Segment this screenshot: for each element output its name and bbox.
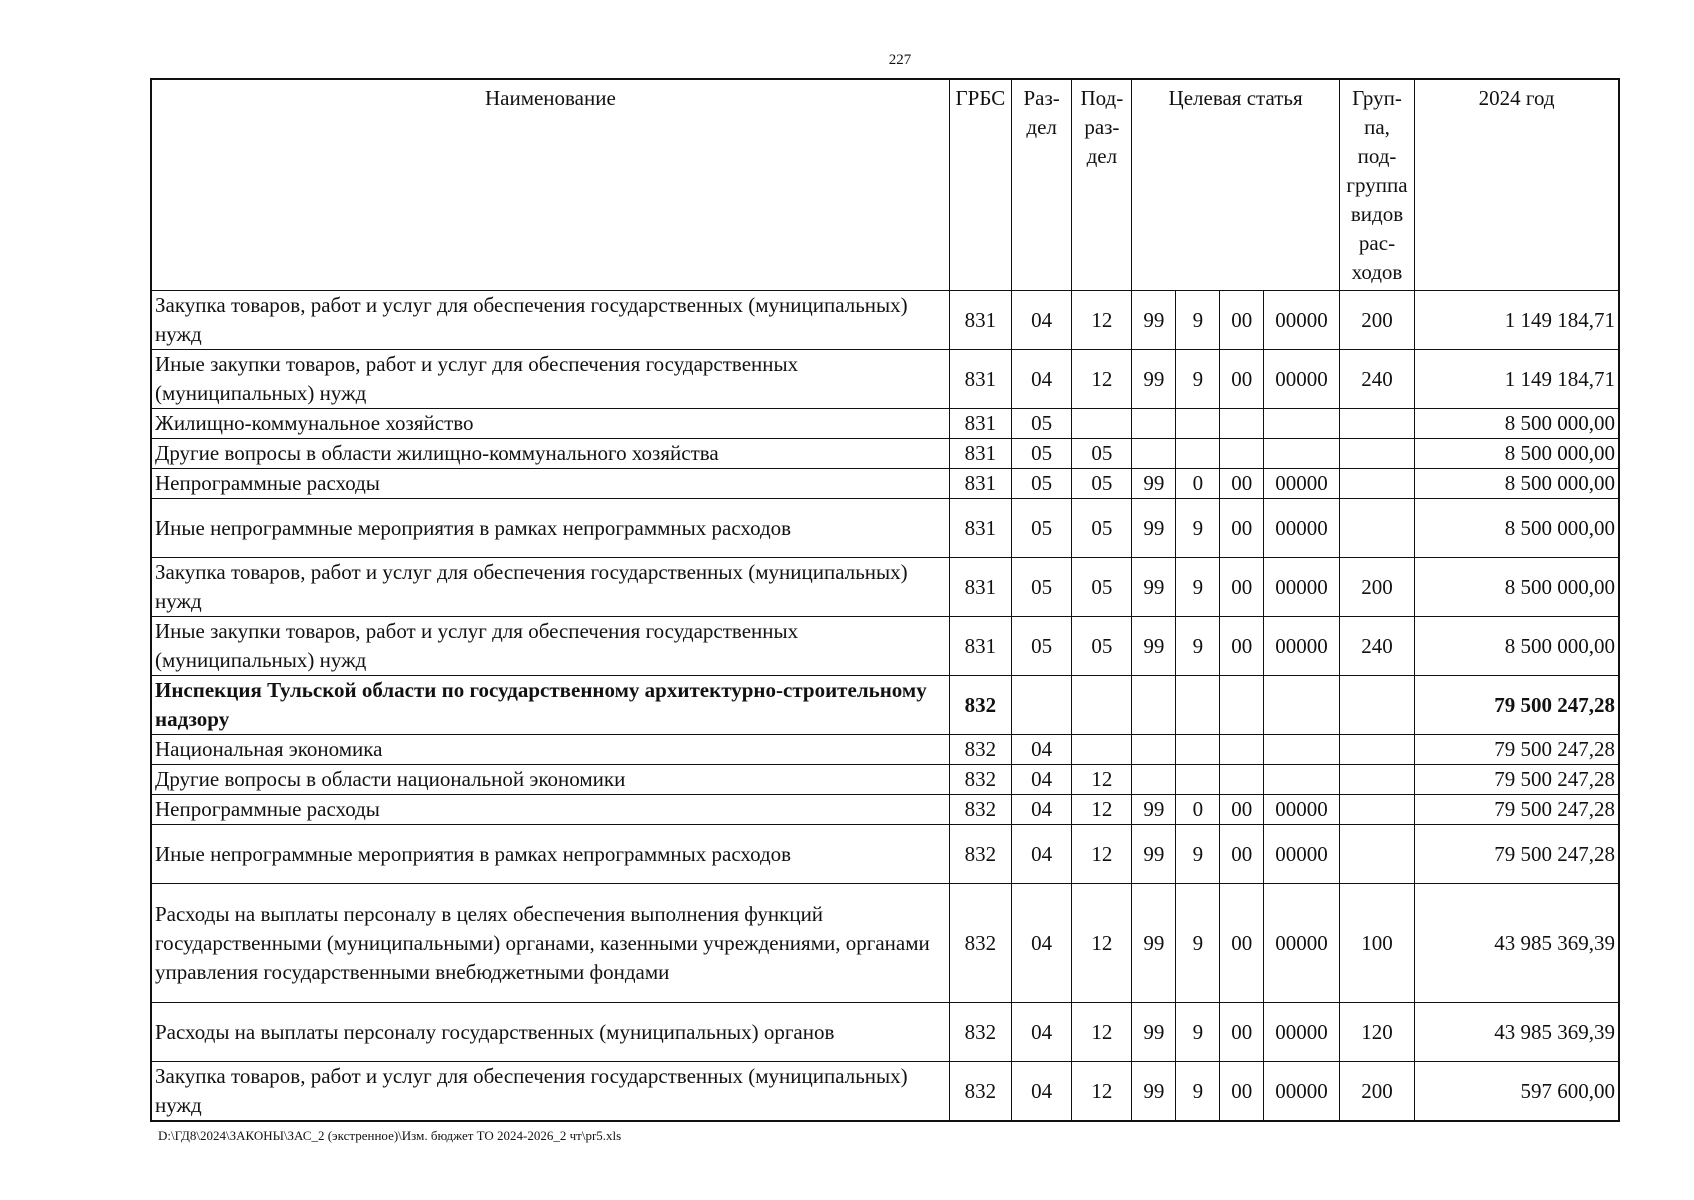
row-razdel-cell: 05 [1012, 617, 1072, 676]
page-number: 227 [888, 52, 912, 68]
row-target-part3-cell: 00 [1220, 617, 1264, 676]
row-target-part4-cell [1264, 735, 1340, 765]
row-target-part2-cell: 9 [1176, 1003, 1220, 1062]
row-target-part3-cell: 00 [1220, 1062, 1264, 1122]
row-grbs-cell: 832 [949, 676, 1011, 735]
table-body [151, 291, 1619, 1122]
row-podrazdel-cell: 12 [1072, 1062, 1132, 1122]
row-target-part1-cell: 99 [1132, 469, 1176, 499]
row-amount-cell: 43 985 369,39 [1415, 884, 1619, 1003]
row-name-cell: Инспекция Тульской области по государственному архитектурно-строительному надзору [151, 676, 949, 735]
row-razdel-cell: 04 [1012, 350, 1072, 409]
row-name-cell: Иные непрограммные мероприятия в рамках непрограммных расходов [151, 825, 949, 884]
row-name-cell: Иные непрограммные мероприятия в рамках непрограммных расходов [151, 499, 949, 558]
row-target-part2-cell [1176, 409, 1220, 439]
row-target-part4-cell: 00000 [1264, 617, 1340, 676]
row-target-part2-cell: 9 [1176, 825, 1220, 884]
budget-table-wrapper [150, 78, 1620, 1122]
row-podrazdel-cell: 12 [1072, 884, 1132, 1003]
row-group-cell [1339, 735, 1415, 765]
row-target-part4-cell: 00000 [1264, 1003, 1340, 1062]
row-razdel-cell: 04 [1012, 795, 1072, 825]
table-row [151, 1003, 1619, 1062]
row-name-cell: Другие вопросы в области жилищно-коммунального хозяйства [151, 439, 949, 469]
row-target-part1-cell: 99 [1132, 1062, 1176, 1122]
table-row [151, 1062, 1619, 1122]
row-group-cell: 200 [1339, 1062, 1415, 1122]
row-target-part4-cell: 00000 [1264, 499, 1340, 558]
row-target-part1-cell [1132, 676, 1176, 735]
row-amount-cell: 8 500 000,00 [1415, 499, 1619, 558]
row-target-part1-cell: 99 [1132, 1003, 1176, 1062]
row-target-part3-cell: 00 [1220, 350, 1264, 409]
row-target-part1-cell: 99 [1132, 350, 1176, 409]
row-grbs-cell: 832 [949, 735, 1011, 765]
row-name-cell: Расходы на выплаты персоналу в целях обеспечения выполнения функций государственными (муниципальными) органами, казенными учреждениями, органами управления государственными внебюджетными фондами [151, 884, 949, 1003]
row-name-cell: Иные закупки товаров, работ и услуг для обеспечения государственных (муниципальных) нужд [151, 350, 949, 409]
table-row [151, 676, 1619, 735]
row-target-part3-cell [1220, 409, 1264, 439]
row-amount-cell: 79 500 247,28 [1415, 735, 1619, 765]
row-group-cell: 240 [1339, 350, 1415, 409]
row-podrazdel-cell [1072, 676, 1132, 735]
table-row [151, 558, 1619, 617]
row-target-part3-cell: 00 [1220, 1003, 1264, 1062]
row-target-part2-cell: 9 [1176, 558, 1220, 617]
row-podrazdel-cell: 12 [1072, 765, 1132, 795]
row-target-part4-cell [1264, 676, 1340, 735]
row-amount-cell: 1 149 184,71 [1415, 350, 1619, 409]
row-group-cell [1339, 795, 1415, 825]
row-target-part4-cell: 00000 [1264, 795, 1340, 825]
row-target-part4-cell: 00000 [1264, 350, 1340, 409]
row-name-cell: Национальная экономика [151, 735, 949, 765]
row-target-part4-cell: 00000 [1264, 291, 1340, 350]
row-target-part4-cell: 00000 [1264, 558, 1340, 617]
row-group-cell: 100 [1339, 884, 1415, 1003]
row-razdel-cell: 04 [1012, 291, 1072, 350]
row-amount-cell: 8 500 000,00 [1415, 469, 1619, 499]
row-podrazdel-cell: 12 [1072, 350, 1132, 409]
row-target-part4-cell: 00000 [1264, 469, 1340, 499]
row-grbs-cell: 832 [949, 765, 1011, 795]
row-target-part2-cell: 9 [1176, 291, 1220, 350]
row-target-part4-cell: 00000 [1264, 825, 1340, 884]
row-target-part2-cell [1176, 765, 1220, 795]
row-name-cell: Закупка товаров, работ и услуг для обеспечения государственных (муниципальных) нужд [151, 291, 949, 350]
row-razdel-cell: 05 [1012, 558, 1072, 617]
row-podrazdel-cell: 12 [1072, 1003, 1132, 1062]
row-group-cell: 200 [1339, 558, 1415, 617]
row-name-cell: Расходы на выплаты персоналу государственных (муниципальных) органов [151, 1003, 949, 1062]
row-grbs-cell: 831 [949, 558, 1011, 617]
row-amount-cell: 8 500 000,00 [1415, 617, 1619, 676]
row-group-cell [1339, 676, 1415, 735]
header-year-2024: 2024 год [1415, 79, 1619, 291]
row-amount-cell: 8 500 000,00 [1415, 409, 1619, 439]
row-razdel-cell: 04 [1012, 884, 1072, 1003]
row-name-cell: Закупка товаров, работ и услуг для обеспечения государственных (муниципальных) нужд [151, 558, 949, 617]
row-razdel-cell: 05 [1012, 409, 1072, 439]
row-razdel-cell [1012, 676, 1072, 735]
row-target-part3-cell: 00 [1220, 795, 1264, 825]
row-podrazdel-cell: 12 [1072, 795, 1132, 825]
row-target-part1-cell: 99 [1132, 291, 1176, 350]
row-grbs-cell: 831 [949, 439, 1011, 469]
row-podrazdel-cell: 05 [1072, 469, 1132, 499]
table-row [151, 350, 1619, 409]
row-group-cell [1339, 469, 1415, 499]
row-target-part2-cell: 0 [1176, 795, 1220, 825]
row-target-part2-cell: 9 [1176, 1062, 1220, 1122]
table-row [151, 825, 1619, 884]
row-grbs-cell: 832 [949, 1003, 1011, 1062]
row-podrazdel-cell: 12 [1072, 291, 1132, 350]
row-target-part3-cell [1220, 676, 1264, 735]
header-razdel: Раз-дел [1012, 79, 1072, 291]
table-row [151, 499, 1619, 558]
row-razdel-cell: 05 [1012, 469, 1072, 499]
table-row [151, 409, 1619, 439]
row-grbs-cell: 832 [949, 884, 1011, 1003]
row-amount-cell: 8 500 000,00 [1415, 558, 1619, 617]
row-target-part2-cell: 0 [1176, 469, 1220, 499]
row-target-part2-cell [1176, 439, 1220, 469]
row-name-cell: Другие вопросы в области национальной экономики [151, 765, 949, 795]
row-target-part3-cell: 00 [1220, 291, 1264, 350]
row-podrazdel-cell [1072, 735, 1132, 765]
row-grbs-cell: 832 [949, 1062, 1011, 1122]
row-razdel-cell: 04 [1012, 825, 1072, 884]
row-group-cell: 120 [1339, 1003, 1415, 1062]
table-header-row [151, 79, 1619, 291]
table-row [151, 795, 1619, 825]
row-podrazdel-cell: 12 [1072, 825, 1132, 884]
row-group-cell [1339, 439, 1415, 469]
table-row [151, 439, 1619, 469]
row-podrazdel-cell: 05 [1072, 439, 1132, 469]
row-grbs-cell: 831 [949, 409, 1011, 439]
row-target-part2-cell: 9 [1176, 617, 1220, 676]
header-grbs: ГРБС [949, 79, 1011, 291]
budget-table [150, 78, 1620, 1122]
row-group-cell: 240 [1339, 617, 1415, 676]
row-target-part3-cell: 00 [1220, 825, 1264, 884]
row-grbs-cell: 831 [949, 499, 1011, 558]
row-name-cell: Закупка товаров, работ и услуг для обеспечения государственных (муниципальных) нужд [151, 1062, 949, 1122]
row-grbs-cell: 831 [949, 617, 1011, 676]
row-target-part4-cell: 00000 [1264, 884, 1340, 1003]
row-target-part3-cell: 00 [1220, 499, 1264, 558]
row-target-part4-cell [1264, 409, 1340, 439]
row-podrazdel-cell [1072, 409, 1132, 439]
row-amount-cell: 1 149 184,71 [1415, 291, 1619, 350]
header-expense-group: Груп-па, под-группа видов рас-ходов [1339, 79, 1415, 291]
row-amount-cell: 43 985 369,39 [1415, 1003, 1619, 1062]
row-grbs-cell: 831 [949, 291, 1011, 350]
row-name-cell: Жилищно-коммунальное хозяйство [151, 409, 949, 439]
row-name-cell: Непрограммные расходы [151, 795, 949, 825]
table-row [151, 617, 1619, 676]
row-amount-cell: 79 500 247,28 [1415, 765, 1619, 795]
row-name-cell: Непрограммные расходы [151, 469, 949, 499]
header-target-article: Целевая статья [1132, 79, 1339, 291]
row-amount-cell: 8 500 000,00 [1415, 439, 1619, 469]
row-target-part2-cell: 9 [1176, 499, 1220, 558]
row-target-part2-cell [1176, 735, 1220, 765]
row-podrazdel-cell: 05 [1072, 617, 1132, 676]
row-target-part1-cell: 99 [1132, 884, 1176, 1003]
row-target-part1-cell: 99 [1132, 795, 1176, 825]
row-razdel-cell: 04 [1012, 735, 1072, 765]
row-group-cell [1339, 825, 1415, 884]
row-target-part4-cell [1264, 765, 1340, 795]
row-amount-cell: 79 500 247,28 [1415, 795, 1619, 825]
row-grbs-cell: 832 [949, 825, 1011, 884]
row-target-part2-cell: 9 [1176, 884, 1220, 1003]
row-grbs-cell: 832 [949, 795, 1011, 825]
row-target-part1-cell [1132, 409, 1176, 439]
row-group-cell [1339, 499, 1415, 558]
row-target-part3-cell: 00 [1220, 558, 1264, 617]
row-razdel-cell: 05 [1012, 439, 1072, 469]
row-razdel-cell: 04 [1012, 1062, 1072, 1122]
row-razdel-cell: 05 [1012, 499, 1072, 558]
table-row [151, 765, 1619, 795]
row-target-part3-cell: 00 [1220, 469, 1264, 499]
row-razdel-cell: 04 [1012, 765, 1072, 795]
row-target-part2-cell: 9 [1176, 350, 1220, 409]
row-target-part3-cell [1220, 765, 1264, 795]
row-group-cell [1339, 409, 1415, 439]
row-target-part1-cell [1132, 735, 1176, 765]
row-amount-cell: 79 500 247,28 [1415, 676, 1619, 735]
row-name-cell: Иные закупки товаров, работ и услуг для обеспечения государственных (муниципальных) нужд [151, 617, 949, 676]
footer-file-path: D:\ГД8\2024\ЗАКОНЫ\ЗАС_2 (экстренное)\Изм. бюджет ТО 2024-2026_2 чт\pr5.xls [158, 1128, 622, 1143]
header-podrazdel: Под-раз-дел [1072, 79, 1132, 291]
row-amount-cell: 79 500 247,28 [1415, 825, 1619, 884]
table-row [151, 884, 1619, 1003]
row-target-part4-cell: 00000 [1264, 1062, 1340, 1122]
row-grbs-cell: 831 [949, 350, 1011, 409]
table-row [151, 291, 1619, 350]
row-target-part1-cell: 99 [1132, 558, 1176, 617]
row-target-part1-cell [1132, 439, 1176, 469]
table-row [151, 469, 1619, 499]
row-group-cell [1339, 765, 1415, 795]
row-target-part3-cell: 00 [1220, 884, 1264, 1003]
row-podrazdel-cell: 05 [1072, 499, 1132, 558]
row-target-part1-cell: 99 [1132, 499, 1176, 558]
row-target-part1-cell: 99 [1132, 617, 1176, 676]
row-target-part3-cell [1220, 735, 1264, 765]
row-podrazdel-cell: 05 [1072, 558, 1132, 617]
row-target-part2-cell [1176, 676, 1220, 735]
row-target-part3-cell [1220, 439, 1264, 469]
row-amount-cell: 597 600,00 [1415, 1062, 1619, 1122]
header-name: Наименование [151, 79, 949, 291]
row-grbs-cell: 831 [949, 469, 1011, 499]
row-target-part4-cell [1264, 439, 1340, 469]
row-group-cell: 200 [1339, 291, 1415, 350]
table-row [151, 735, 1619, 765]
row-target-part1-cell: 99 [1132, 825, 1176, 884]
row-target-part1-cell [1132, 765, 1176, 795]
row-razdel-cell: 04 [1012, 1003, 1072, 1062]
